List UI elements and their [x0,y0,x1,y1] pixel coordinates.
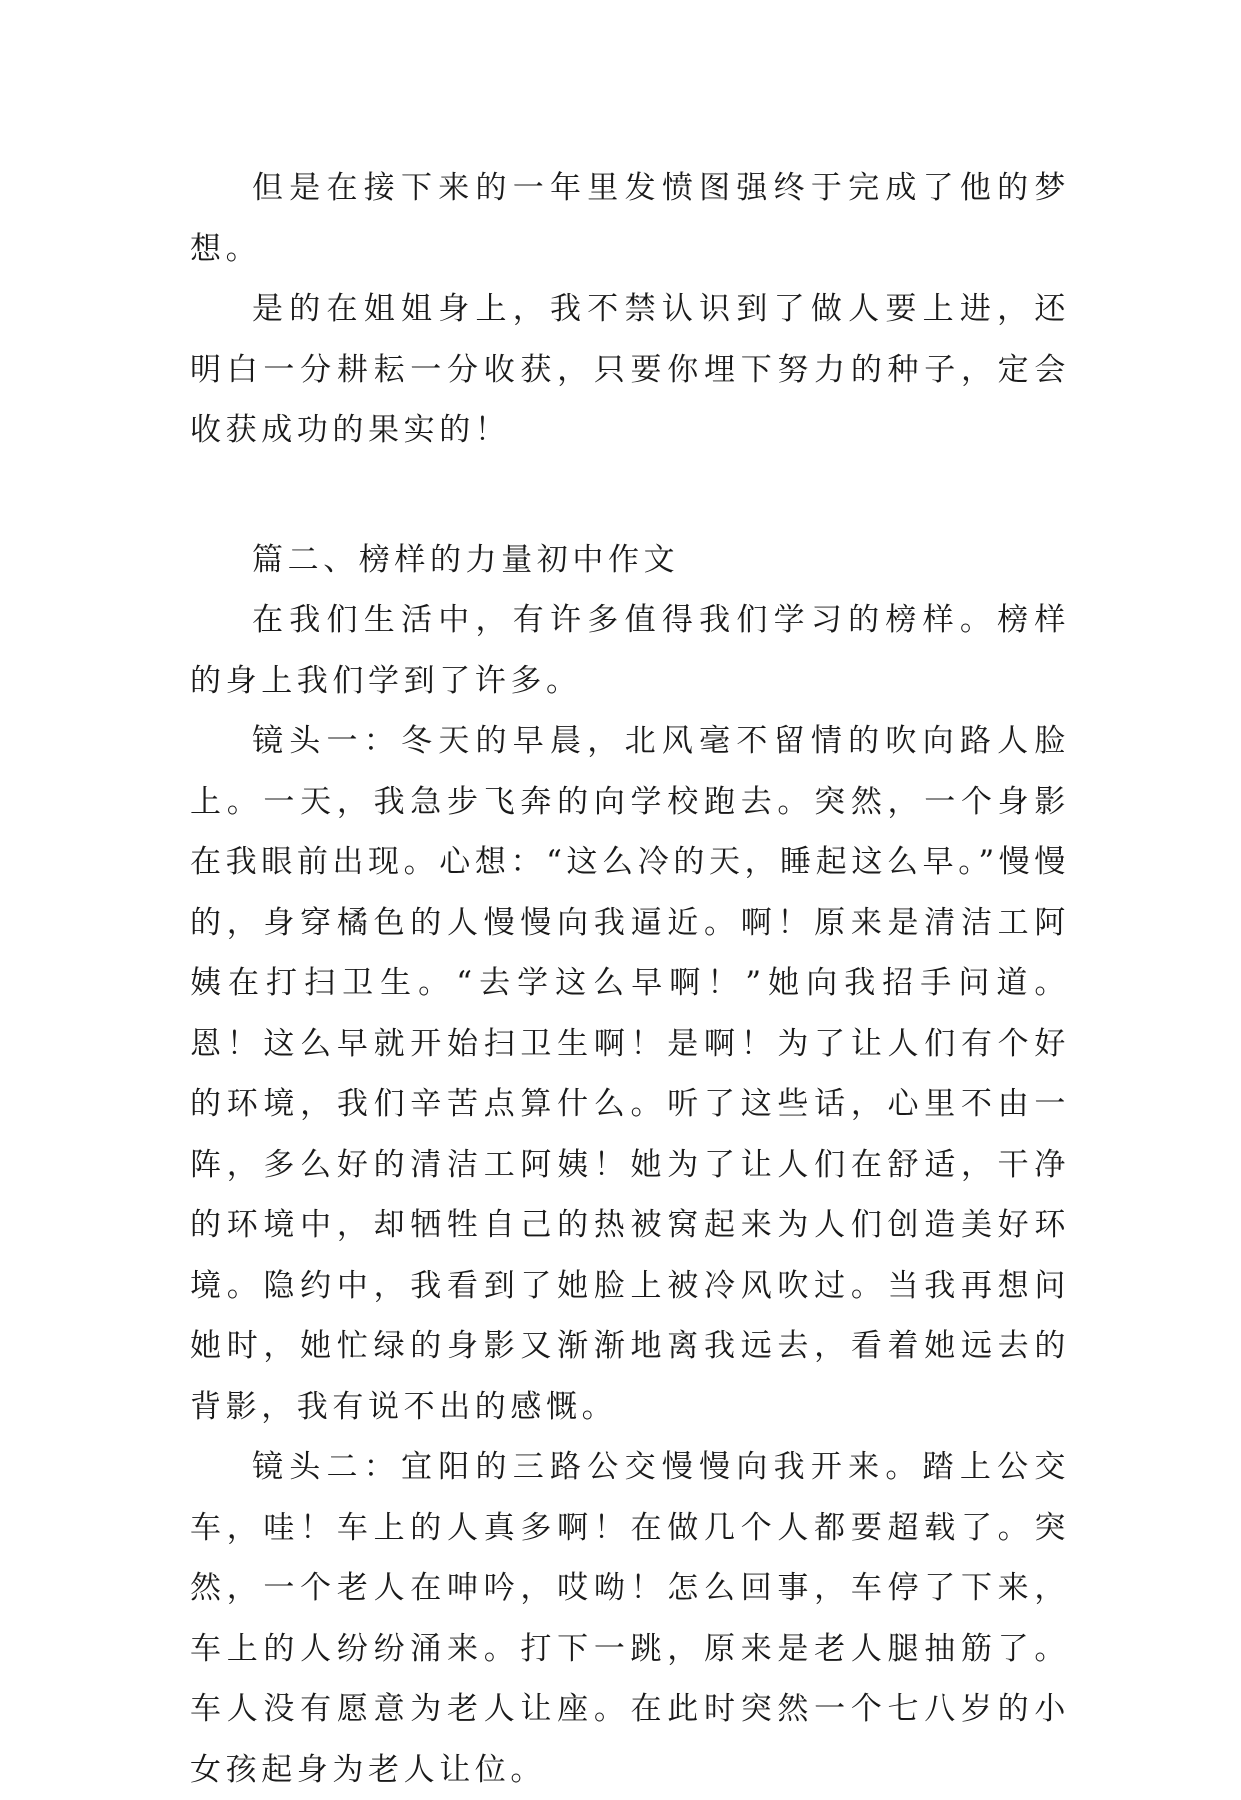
document-body [190,158,1070,1800]
paragraph: 是的在姐姐身上，我不禁认识到了做人要上进，还明白一分耕耘一分收获，只要你埋下努力的种子，定会收获成功的果实的！ [190,291,1070,448]
paragraph: 在我们生活中，有许多值得我们学习的榜样。榜样的身上我们学到了许多。 [190,602,1070,699]
paragraph: 但是在接下来的一年里发愤图强终于完成了他的梦想。 [190,170,1070,267]
section-heading: 篇二、榜样的力量初中作文 [252,541,680,578]
paragraph: 镜头一：冬天的早晨，北风毫不留情的吹向路人脸上。一天，我急步飞奔的向学校跑去。突然，一个身影在我眼前出现。心想：“这么冷的天，睡起这么早。”慢慢的，身穿橘色的人慢慢向我逼近。啊！原来是清洁工阿姨在打扫卫生。“去学这么早啊！”她向我招手问道。恩！这么早就开始扫卫生啊！是啊！为了让人们有个好的环境，我们辛苦点算什么。听了这些话，心里不由一阵，多么好的清洁工阿姨！她为了让人们在舒适，干净的环境中，却牺牲自己的热被窝起来为人们创造美好环境。隐约中，我看到了她脸上被冷风吹过。当我再想问她时，她忙绿的身影又渐渐地离我远去，看着她远去的背影，我有说不出的感慨。 [190,723,1070,1425]
paragraph: 镜头二：宜阳的三路公交慢慢向我开来。踏上公交车，哇！车上的人真多啊！在做几个人都要超载了。突然，一个老人在呻吟，哎呦！怎么回事，车停了下来，车上的人纷纷涌来。打下一跳，原来是老人腿抽筋了。车人没有愿意为老人让座。在此时突然一个七八岁的小女孩起身为老人让位。 [190,1449,1070,1788]
